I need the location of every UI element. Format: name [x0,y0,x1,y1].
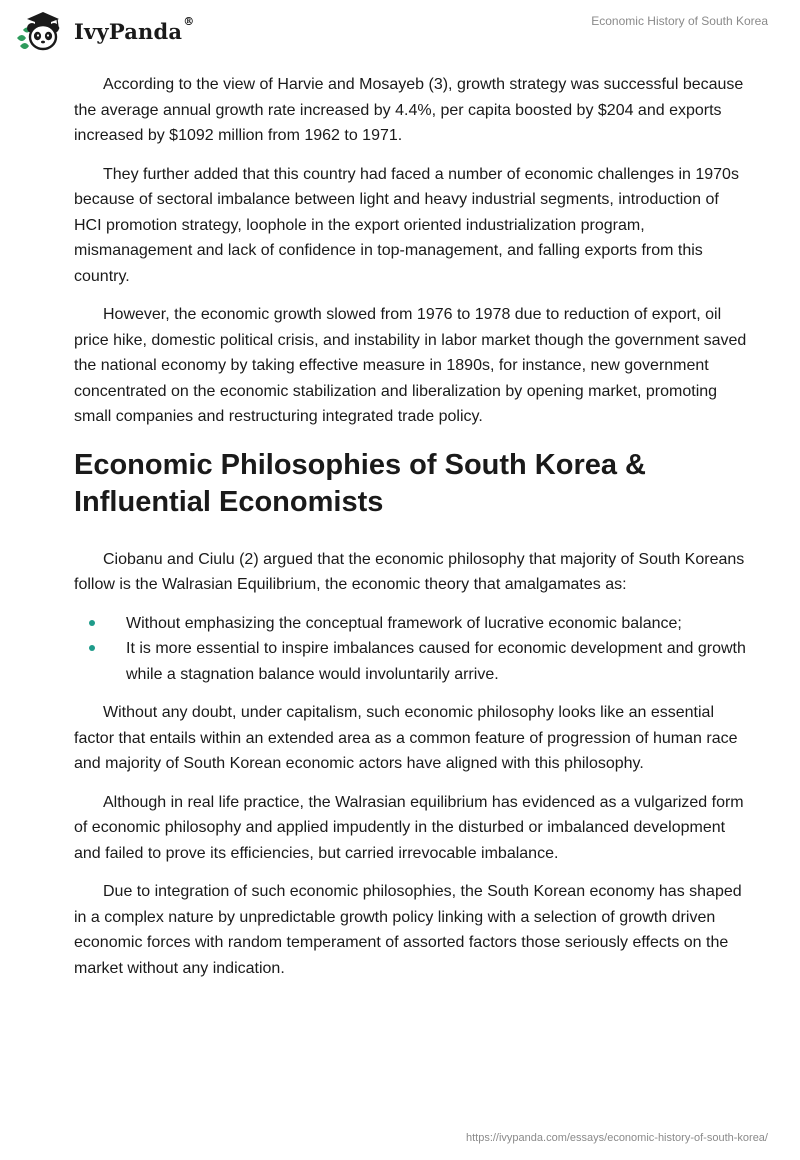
list-item [74,636,750,687]
footer-url-link[interactable]: https://ivypanda.com/essays/economic-history-of-south-korea/ [465,1132,768,1144]
bullet-list [74,611,750,688]
paragraph: They further added that this country had faced a number of economic challenges in 1970s because of sectoral imbalance between light and heavy industrial segments, introduction of HCI promotion strategy, loophole in the export oriented industrialization program, mismanagement and lack of confidence in top-management, and falling exports from this country. [74,165,739,285]
bullet-icon [89,645,95,651]
list-item [74,611,750,637]
page-header [0,0,800,60]
paragraph: Without any doubt, under capitalism, such economic philosophy looks like an essential factor that entails within an extended area as a common feature of progression of human race and majority of South Korean economic actors have aligned with this philosophy. [74,704,738,772]
paragraph: Due to integration of such economic philosophies, the South Korean economy has shaped in a complex nature by unpredictable growth policy linking with a selection of growth driven economic forces with random temperament of assorted factors those seriously effects on the market without any indication. [74,883,742,977]
paragraph: However, the economic growth slowed from 1976 to 1978 due to reduction of export, oil price hike, domestic political crisis, and instability in labor market though the government saved the national economy by taking effective measure in 1890s, for instance, new government concentrated on the economic stabilization and liberalization by opening market, promoting small companies and restructuring integrated trade policy. [74,306,747,425]
brand-name: IvyPanda® [74,14,195,44]
section-heading: Economic Philosophies of South Korea & Influential Economists [74,448,646,518]
paragraph: According to the view of Harvie and Mosayeb (3), growth strategy was successful because the average annual growth rate increased by 4.4%, per capita boosted by $204 and exports increased by $1092 million from 1962 to 1971. [74,76,744,144]
list-item-text: It is more essential to inspire imbalances caused for economic development and growth while a stagnation balance would involuntarily arrive. [126,640,746,683]
document-title: Economic History of South Korea [591,14,768,28]
panda-logo-icon [14,8,68,54]
article-content [74,72,750,994]
bullet-icon [89,620,95,626]
paragraph: Although in real life practice, the Walrasian equilibrium has evidenced as a vulgarized form of economic philosophy and applied impudently in the disturbed or imbalanced development and failed to prove its efficiencies, but carried irrevocable imbalance. [74,793,744,862]
list-item-text: Without emphasizing the conceptual framework of lucrative economic balance; [126,614,682,632]
paragraph: Ciobanu and Ciulu (2) argued that the economic philosophy that majority of South Koreans follow is the Walrasian Equilibrium, the economic theory that amalgamates as: [74,550,745,593]
brand-logo[interactable] [14,8,194,54]
